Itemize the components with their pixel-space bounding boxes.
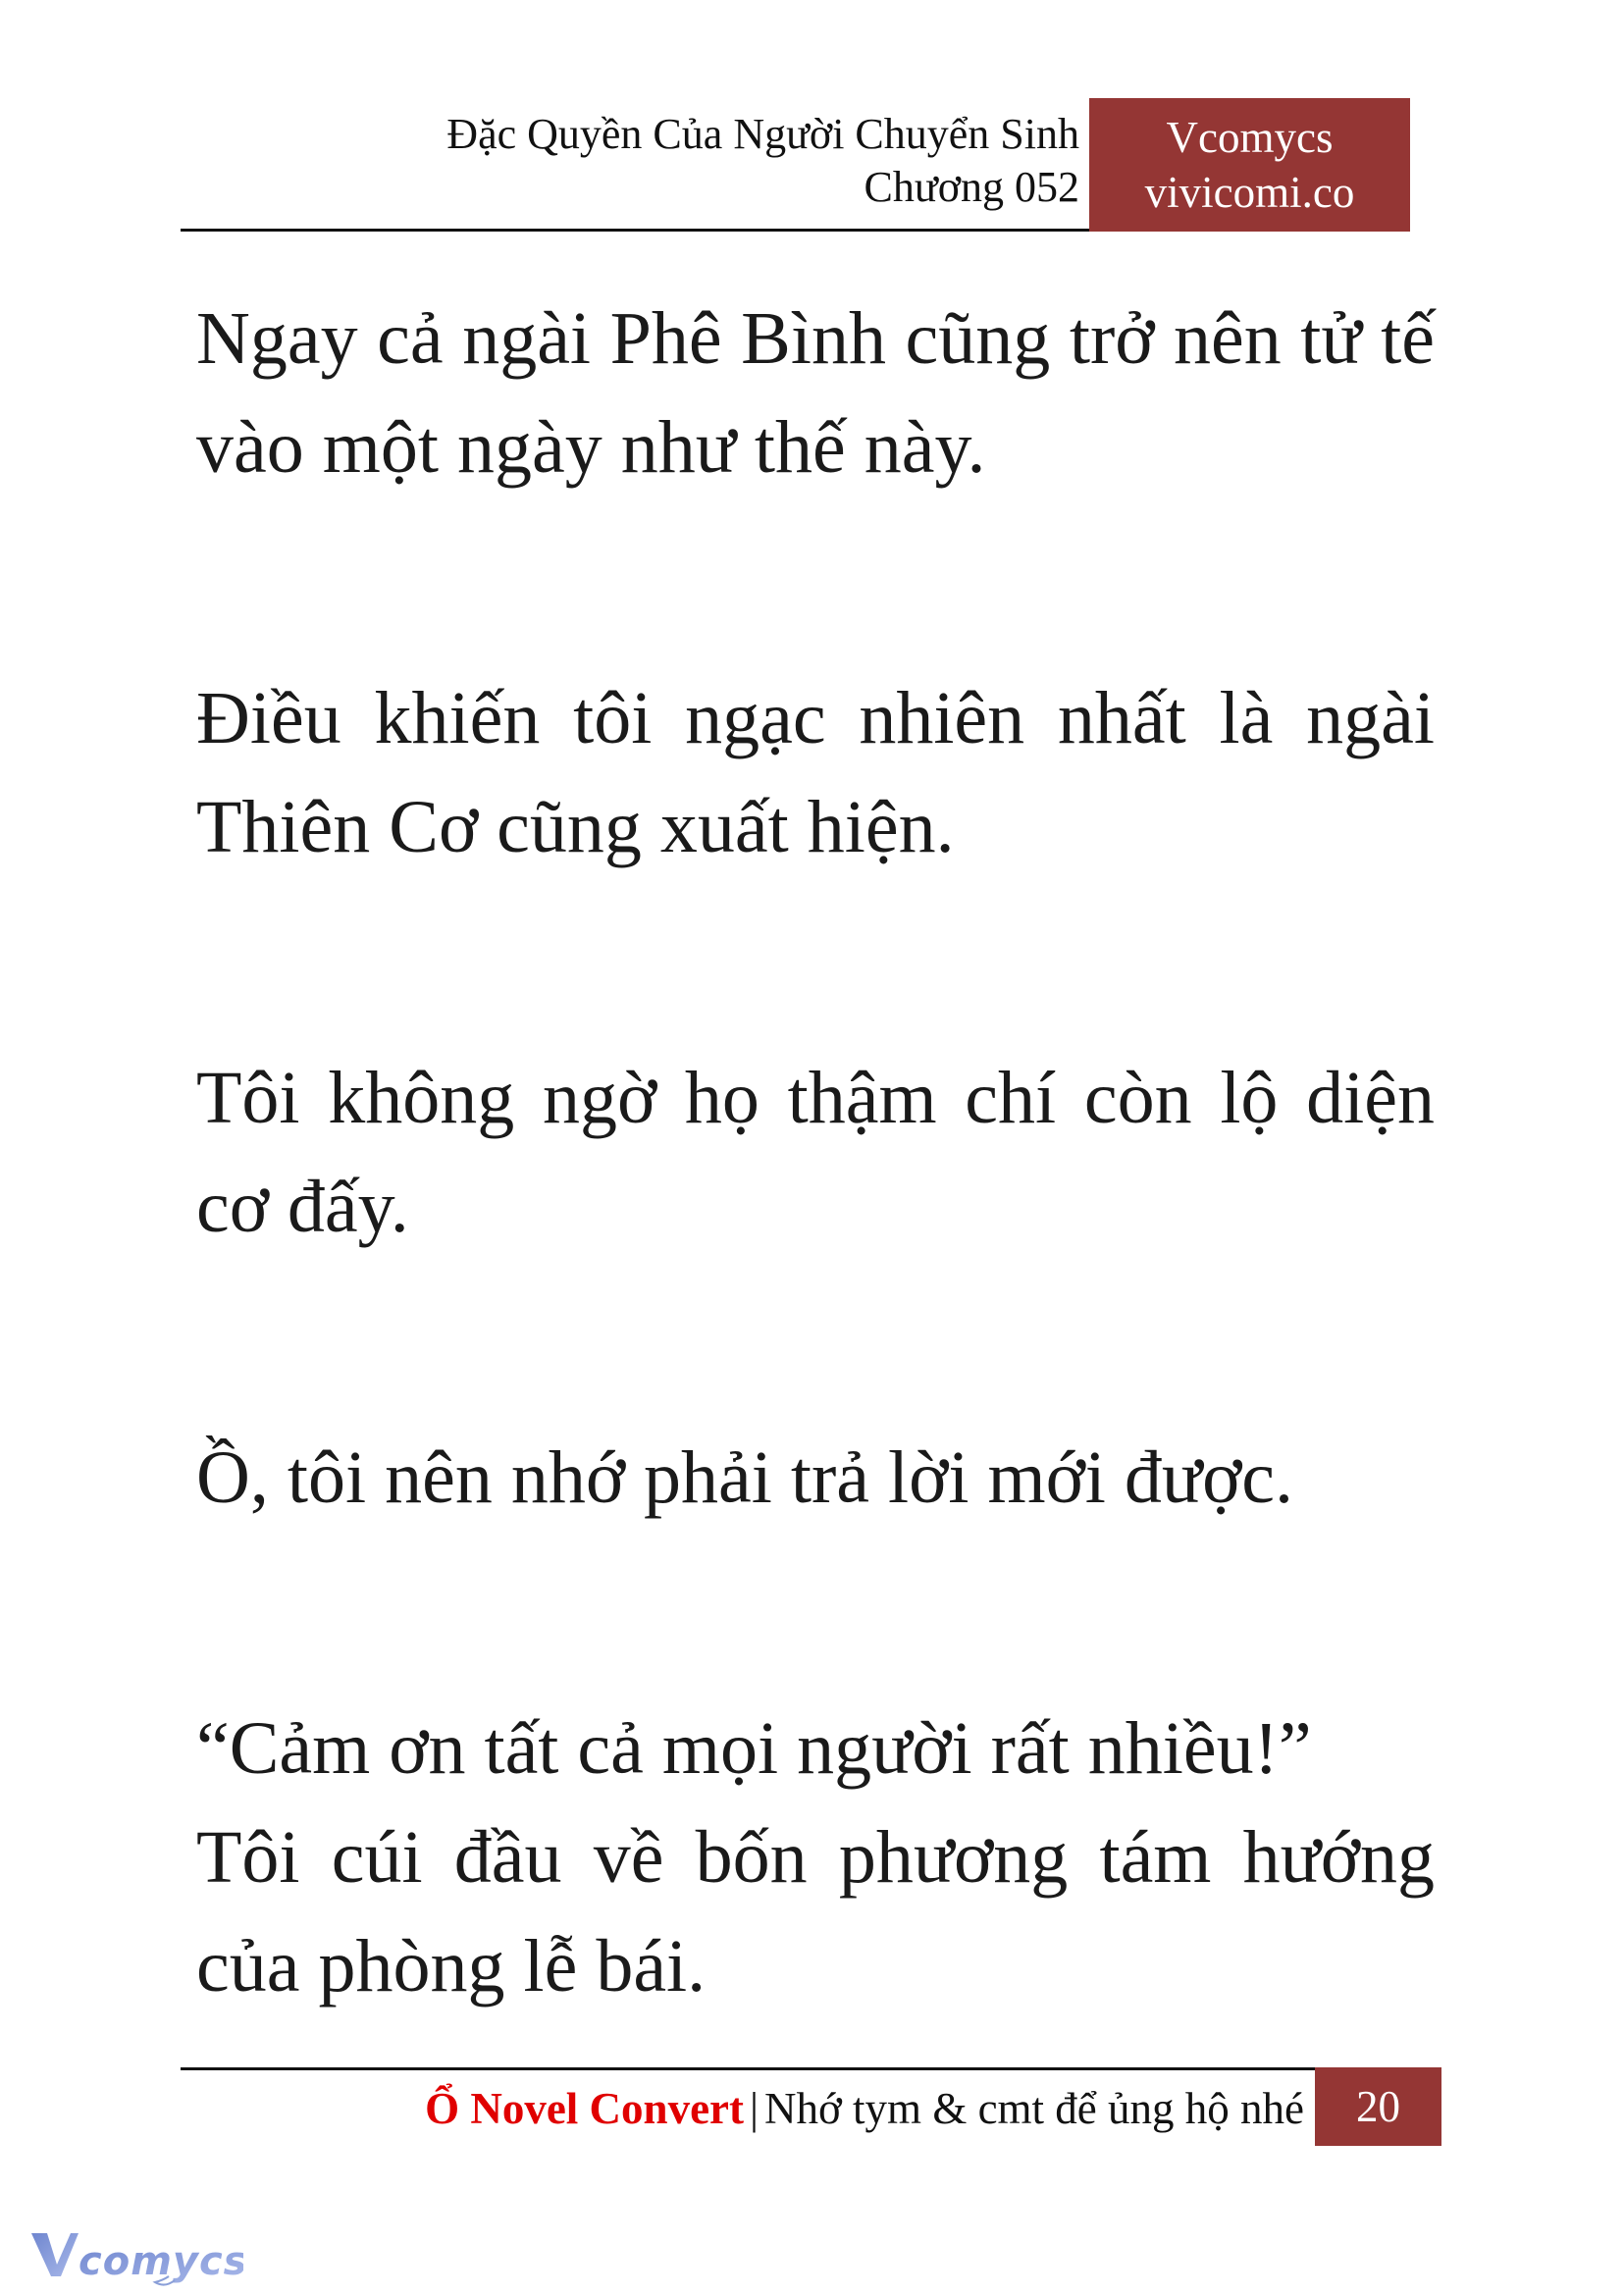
header-title-block bbox=[196, 108, 1079, 214]
footer-separator: | bbox=[750, 2084, 760, 2133]
paragraph: Điều khiến tôi ngạc nhiên nhất là ngài Thiên Cơ cũng xuất hiện. bbox=[196, 677, 1435, 868]
footer-credit bbox=[425, 2081, 1304, 2136]
chapter-label: Chương 052 bbox=[864, 163, 1079, 211]
paragraph: Ồ, tôi nên nhớ phải trả lời mới được. bbox=[196, 1436, 1293, 1519]
book-title: Đặc Quyền Của Người Chuyển Sinh bbox=[446, 110, 1079, 158]
footer-brand: Ổ Novel Convert bbox=[425, 2084, 744, 2133]
paragraph: Tôi cúi đầu về bốn phương tám hướng của phòng lễ bái. bbox=[196, 1816, 1435, 2008]
brand-site: vivicomi.co bbox=[1144, 168, 1355, 217]
svg-text:comycs: comycs bbox=[79, 2239, 243, 2284]
page-body bbox=[196, 285, 1435, 2021]
vcomycs-logo-icon bbox=[27, 2225, 243, 2295]
dialogue-paragraph: “Cảm ơn tất cả mọi người rất nhiều!” bbox=[196, 1707, 1312, 1790]
header-divider bbox=[181, 229, 1089, 232]
footer-divider bbox=[181, 2067, 1315, 2070]
paragraph: Tôi không ngờ họ thậm chí còn lộ diện cơ đấy. bbox=[196, 1057, 1435, 1248]
paragraph: Ngay cả ngài Phê Bình cũng trở nên tử tế vào một ngày như thế này. bbox=[196, 297, 1435, 489]
brand-name: Vcomycs bbox=[1166, 113, 1334, 162]
page-number: 20 bbox=[1315, 2067, 1441, 2146]
brand-badge bbox=[1089, 98, 1410, 232]
footer-message: Nhớ tym & cmt để ủng hộ nhé bbox=[764, 2084, 1304, 2133]
